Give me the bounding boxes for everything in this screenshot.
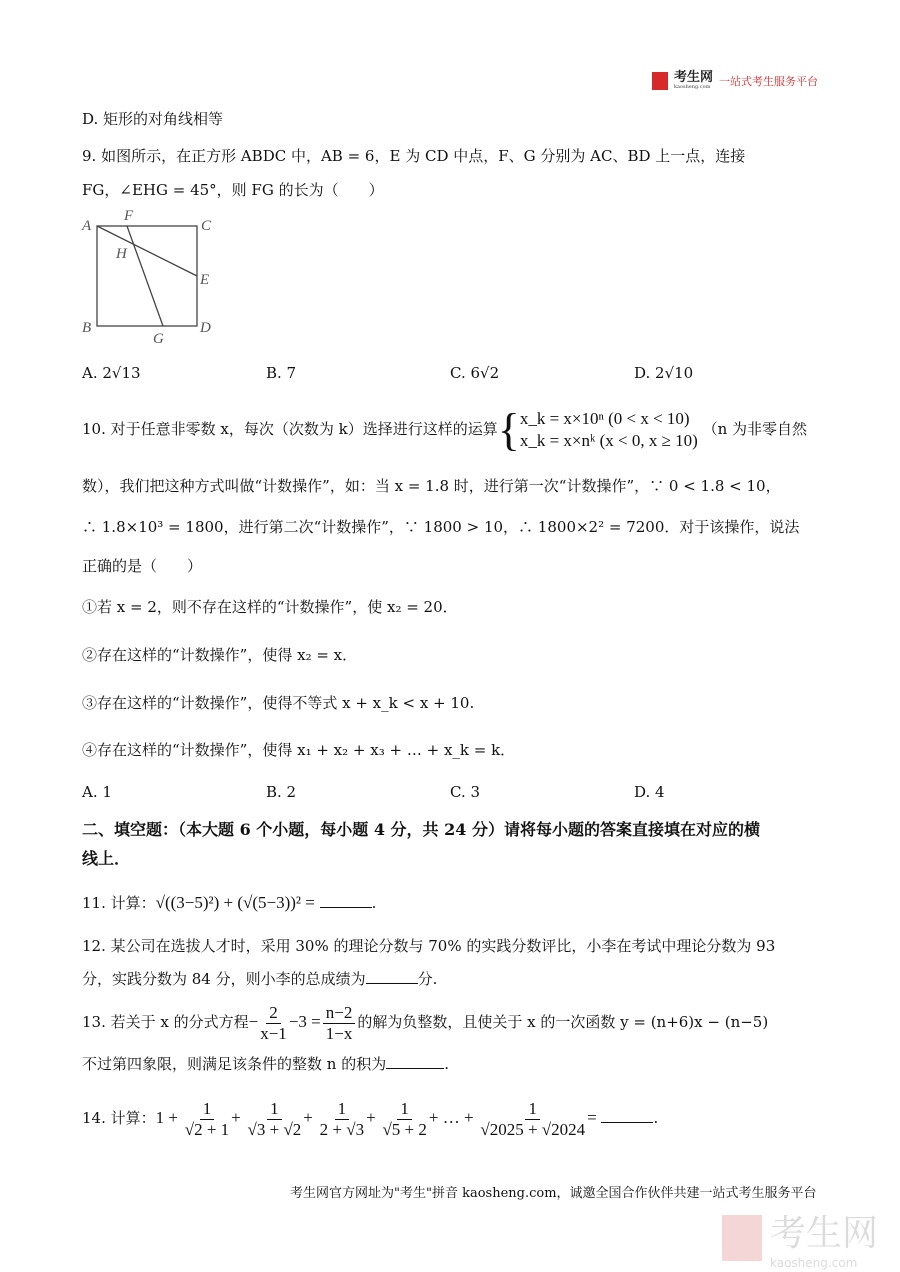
q10-statement-1: ①若 x = 2，则不存在这样的“计数操作”，使 x₂ = 20．	[82, 598, 458, 616]
q9-option-a: A. 2√13	[82, 364, 141, 382]
fraction: $\frac{1}{√5 + 2}$	[382, 1098, 427, 1139]
logo-mark-icon	[652, 72, 668, 90]
brace: {	[497, 404, 520, 455]
q8-option-d: D. 矩形的对角线相等	[82, 110, 224, 128]
label-a: A	[82, 218, 92, 234]
q10-line1	[82, 404, 807, 454]
header-logo	[652, 72, 818, 90]
q10-case2: x_k = x×nᵏ (x < 0, x ≥ 10)	[519, 431, 698, 450]
q10-line2: 数），我们把这种方式叫做“计数操作”，如：当 x = 1.8 时，进行第一次“计数操作”，∵ 0 < 1.8 < 10，	[82, 477, 781, 495]
q10-option-c: C. 3	[450, 783, 481, 801]
answer-blank	[366, 969, 418, 984]
q10-statement-2: ②存在这样的“计数操作”，使得 x₂ = x．	[82, 646, 358, 664]
label-d: D	[200, 320, 211, 336]
label-g: G	[153, 331, 164, 347]
answer-blank	[601, 1108, 653, 1123]
q11: 11. 计算：√((3−5)²) + (√(5−3))² = .	[82, 893, 377, 912]
q10-tail: （n 为非零自然	[702, 420, 808, 438]
fraction: $\frac{1}{√2 + 1}$	[184, 1098, 230, 1139]
q10-option-d: D. 4	[634, 783, 665, 801]
label-c: C	[201, 218, 212, 234]
q9-option-c: C. 6√2	[450, 364, 500, 382]
q9-line2: FG，∠EHG = 45°，则 FG 的长为（ ）	[82, 181, 384, 199]
logo-domain: kaosheng.com	[674, 84, 711, 90]
footer-text: 考生网官方网址为"考生"拼音 kaosheng.com，诚邀全国合作伙伴共建一站式考生服务平台	[290, 1186, 817, 1201]
answer-blank	[320, 893, 372, 908]
q10-intro: 10. 对于任意非零数 x，每次（次数为 k）选择进行这样的运算	[82, 420, 498, 438]
q10-option-b: B. 2	[266, 783, 297, 801]
logo-slogan: 一站式考生服务平台	[719, 75, 819, 88]
q10-statement-3: ③存在这样的“计数操作”，使得不等式 x + x_k < x + 10.	[82, 694, 475, 712]
q12-line2: 分，实践分数为 84 分，则小李的总成绩为 分.	[82, 970, 438, 988]
label-f: F	[124, 208, 134, 224]
fraction: $\frac{1}{√2025 + √2024}$	[480, 1098, 586, 1139]
q11-expr: √((3−5)²) + (√(5−3))² =	[155, 893, 315, 912]
q9-line1: 9. 如图所示，在正方形 ABDC 中，AB = 6，E 为 CD 中点，F、G 分别为 AC、BD 上一点，连接	[82, 147, 746, 165]
answer-blank	[386, 1054, 444, 1069]
section2-heading: 二、填空题：（本大题 6 个小题，每小题 4 分，共 24 分）请将每小题的答案直接填在对应的横	[82, 820, 760, 839]
q9-option-b: B. 7	[266, 364, 297, 382]
label-b: B	[82, 320, 92, 336]
q13-line2: 不过第四象限，则满足该条件的整数 n 的积为 .	[82, 1055, 449, 1073]
watermark-mark-icon	[722, 1215, 762, 1261]
section2-heading-cont: 线上．	[82, 849, 131, 868]
q9-option-d: D. 2√10	[634, 364, 694, 382]
fraction: $\frac{1}{2 + √3}$	[319, 1098, 365, 1139]
q10-line3: ∴ 1.8×10³ = 1800，进行第二次“计数操作”，∵ 1800 > 10，∴ 1800×2² = 7200．对于该操作，说法	[82, 518, 800, 536]
fraction: $\frac{n-2}{1-x}$	[323, 1003, 356, 1044]
q11-label: 11. 计算：	[82, 894, 156, 912]
q13-line1: 13. 若关于 x 的分式方程− $\frac{2}{x-1}$ −3 = $\frac{n-2}{1-x}$ 的解为负整数，且使关于 x 的一次函数 y = (n+6)x − (n−5)	[82, 1002, 769, 1043]
fraction: $\frac{1}{√3 + √2}$	[247, 1098, 302, 1139]
watermark-logo: 考生网 kaosheng.com	[722, 1205, 878, 1270]
q10-case1: x_k = x×10ⁿ (0 < x < 10)	[519, 409, 690, 428]
label-h: H	[116, 246, 127, 262]
logo-name: 考生网	[674, 70, 714, 85]
q12-line1: 12. 某公司在选拔人才时，采用 30% 的理论分数与 70% 的实践分数评比，小李在考试中理论分数为 93	[82, 937, 776, 955]
label-e: E	[200, 272, 210, 288]
q9-square-figure	[78, 208, 218, 348]
q10-option-a: A. 1	[82, 783, 112, 801]
q14: 14. 计算：1 + $\frac{1}{√2 + 1}$ + $\frac{1}{√3 + √2}$ + $\frac{1}{2 + √3}$ + $\frac{1}{√5 + 2}$ + … + $\frac{1}{√2025 + √2024}$ = .	[82, 1098, 659, 1139]
q10-line4: 正确的是（ ）	[82, 557, 203, 575]
q10-statement-4: ④存在这样的“计数操作”，使得 x₁ + x₂ + x₃ + … + x_k = k．	[82, 741, 516, 759]
fraction: $\frac{2}{x-1}$	[260, 1002, 287, 1043]
